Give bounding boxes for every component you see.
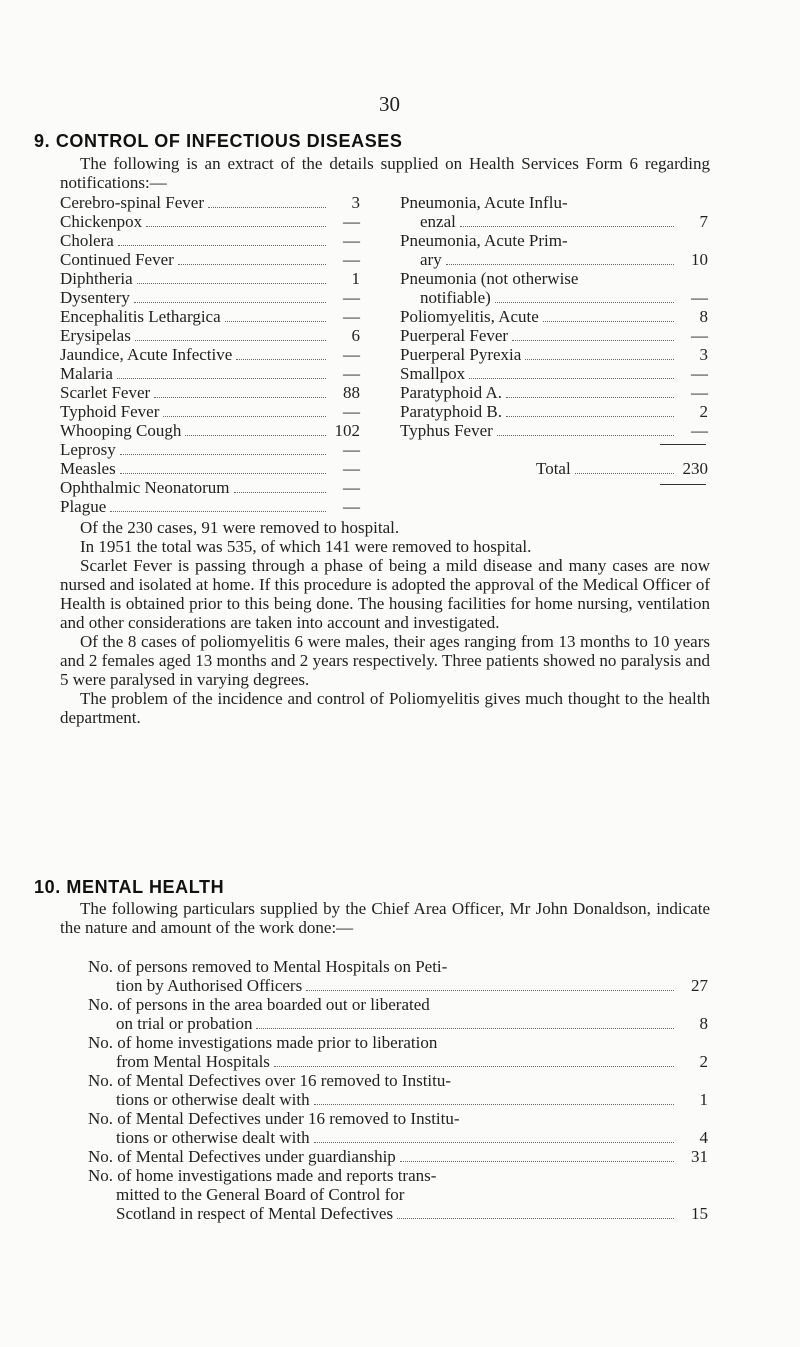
list-item: Jaundice, Acute Infective —	[60, 345, 360, 364]
section-10-intro-text: The following particulars supplied by the Chief Area Officer, Mr John Donaldson, indicate the nature and amount of the work done:—	[60, 899, 710, 937]
list-item: Chickenpox —	[60, 212, 360, 231]
list-item-line: Pneumonia, Acute Prim-	[400, 231, 568, 250]
paragraph: Of the 230 cases, 91 were removed to hospital.	[80, 518, 400, 537]
section-10-intro	[60, 899, 710, 937]
list-item: notifiable) —	[420, 288, 708, 307]
list-item: enzal 7	[420, 212, 708, 231]
list-item: Continued Fever —	[60, 250, 360, 269]
list-item: ary 10	[420, 250, 708, 269]
page-number: 30	[379, 92, 400, 116]
list-item: Smallpox —	[400, 364, 708, 383]
list-item: on trial or probation 8	[116, 1014, 708, 1033]
list-item: Plague —	[60, 497, 360, 516]
list-item: Erysipelas 6	[60, 326, 360, 345]
list-item-line: No. of persons removed to Mental Hospitals on Peti-	[88, 957, 448, 976]
list-item: Puerperal Pyrexia 3	[400, 345, 708, 364]
list-item: Scotland in respect of Mental Defectives 15	[116, 1204, 708, 1223]
list-item: Whooping Cough 102	[60, 421, 360, 440]
list-item: Cerebro-spinal Fever 3	[60, 193, 360, 212]
list-item: Typhoid Fever —	[60, 402, 360, 421]
list-item: Ophthalmic Neonatorum —	[60, 478, 360, 497]
section-9-intro-text: The following is an extract of the details supplied on Health Services Form 6 regarding notifications:—	[60, 154, 710, 192]
list-item: Dysentery —	[60, 288, 360, 307]
list-item: Encephalitis Lethargica —	[60, 307, 360, 326]
list-item-line: No. of home investigations made prior to liberation	[88, 1033, 438, 1052]
total-rule-top	[660, 444, 706, 445]
list-item: No. of Mental Defectives under guardianship 31	[88, 1147, 708, 1166]
total-row: Total 230	[536, 459, 708, 478]
list-item-line: No. of Mental Defectives over 16 removed to Institu-	[88, 1071, 452, 1090]
total-rule-bottom	[660, 484, 706, 485]
list-item-line: No. of Mental Defectives under 16 removed to Institu-	[88, 1109, 460, 1128]
list-item-line: Pneumonia (not otherwise	[400, 269, 579, 288]
list-item: Diphtheria 1	[60, 269, 360, 288]
paragraph: In 1951 the total was 535, of which 141 were removed to hospital.	[80, 537, 532, 556]
list-item-line: mitted to the General Board of Control for	[116, 1185, 405, 1204]
list-item: tions or otherwise dealt with 4	[116, 1128, 708, 1147]
section-9-body	[60, 518, 710, 727]
paragraph: The problem of the incidence and control of Poliomyelitis gives much thought to the health department.	[60, 689, 710, 727]
list-item: Poliomyelitis, Acute 8	[400, 307, 708, 326]
paragraph: Scarlet Fever is passing through a phase of being a mild disease and many cases are now nursed and isolated at home. If this procedure is adopted the approval of the Medical Officer of Health is obtained prior to this being done. The housing facilities for home nursing, ventilation and other considerations are taken into account and investigated.	[60, 556, 710, 632]
paragraph: Of the 8 cases of poliomyelitis 6 were males, their ages ranging from 13 months to 10 years and 2 females aged 13 months and 2 years respectively. Three patients showed no paralysis and 5 were paralysed in varying degrees.	[60, 632, 710, 689]
list-item: Paratyphoid B. 2	[400, 402, 708, 421]
list-item: tion by Authorised Officers 27	[116, 976, 708, 995]
section-10-heading: 10. MENTAL HEALTH	[34, 877, 225, 897]
list-item: Leprosy —	[60, 440, 360, 459]
list-item: Cholera —	[60, 231, 360, 250]
list-item: tions or otherwise dealt with 1	[116, 1090, 708, 1109]
list-item: Malaria —	[60, 364, 360, 383]
list-item: Measles —	[60, 459, 360, 478]
list-item: Scarlet Fever 88	[60, 383, 360, 402]
list-item: Paratyphoid A. —	[400, 383, 708, 402]
list-item-line: No. of home investigations made and reports trans-	[88, 1166, 437, 1185]
list-item: Typhus Fever —	[400, 421, 708, 440]
list-item: from Mental Hospitals 2	[116, 1052, 708, 1071]
list-item-line: Pneumonia, Acute Influ-	[400, 193, 568, 212]
list-item-line: No. of persons in the area boarded out or liberated	[88, 995, 430, 1014]
section-9-heading: 9. CONTROL OF INFECTIOUS DISEASES	[34, 131, 403, 151]
section-9-intro	[60, 154, 710, 192]
list-item: Puerperal Fever —	[400, 326, 708, 345]
